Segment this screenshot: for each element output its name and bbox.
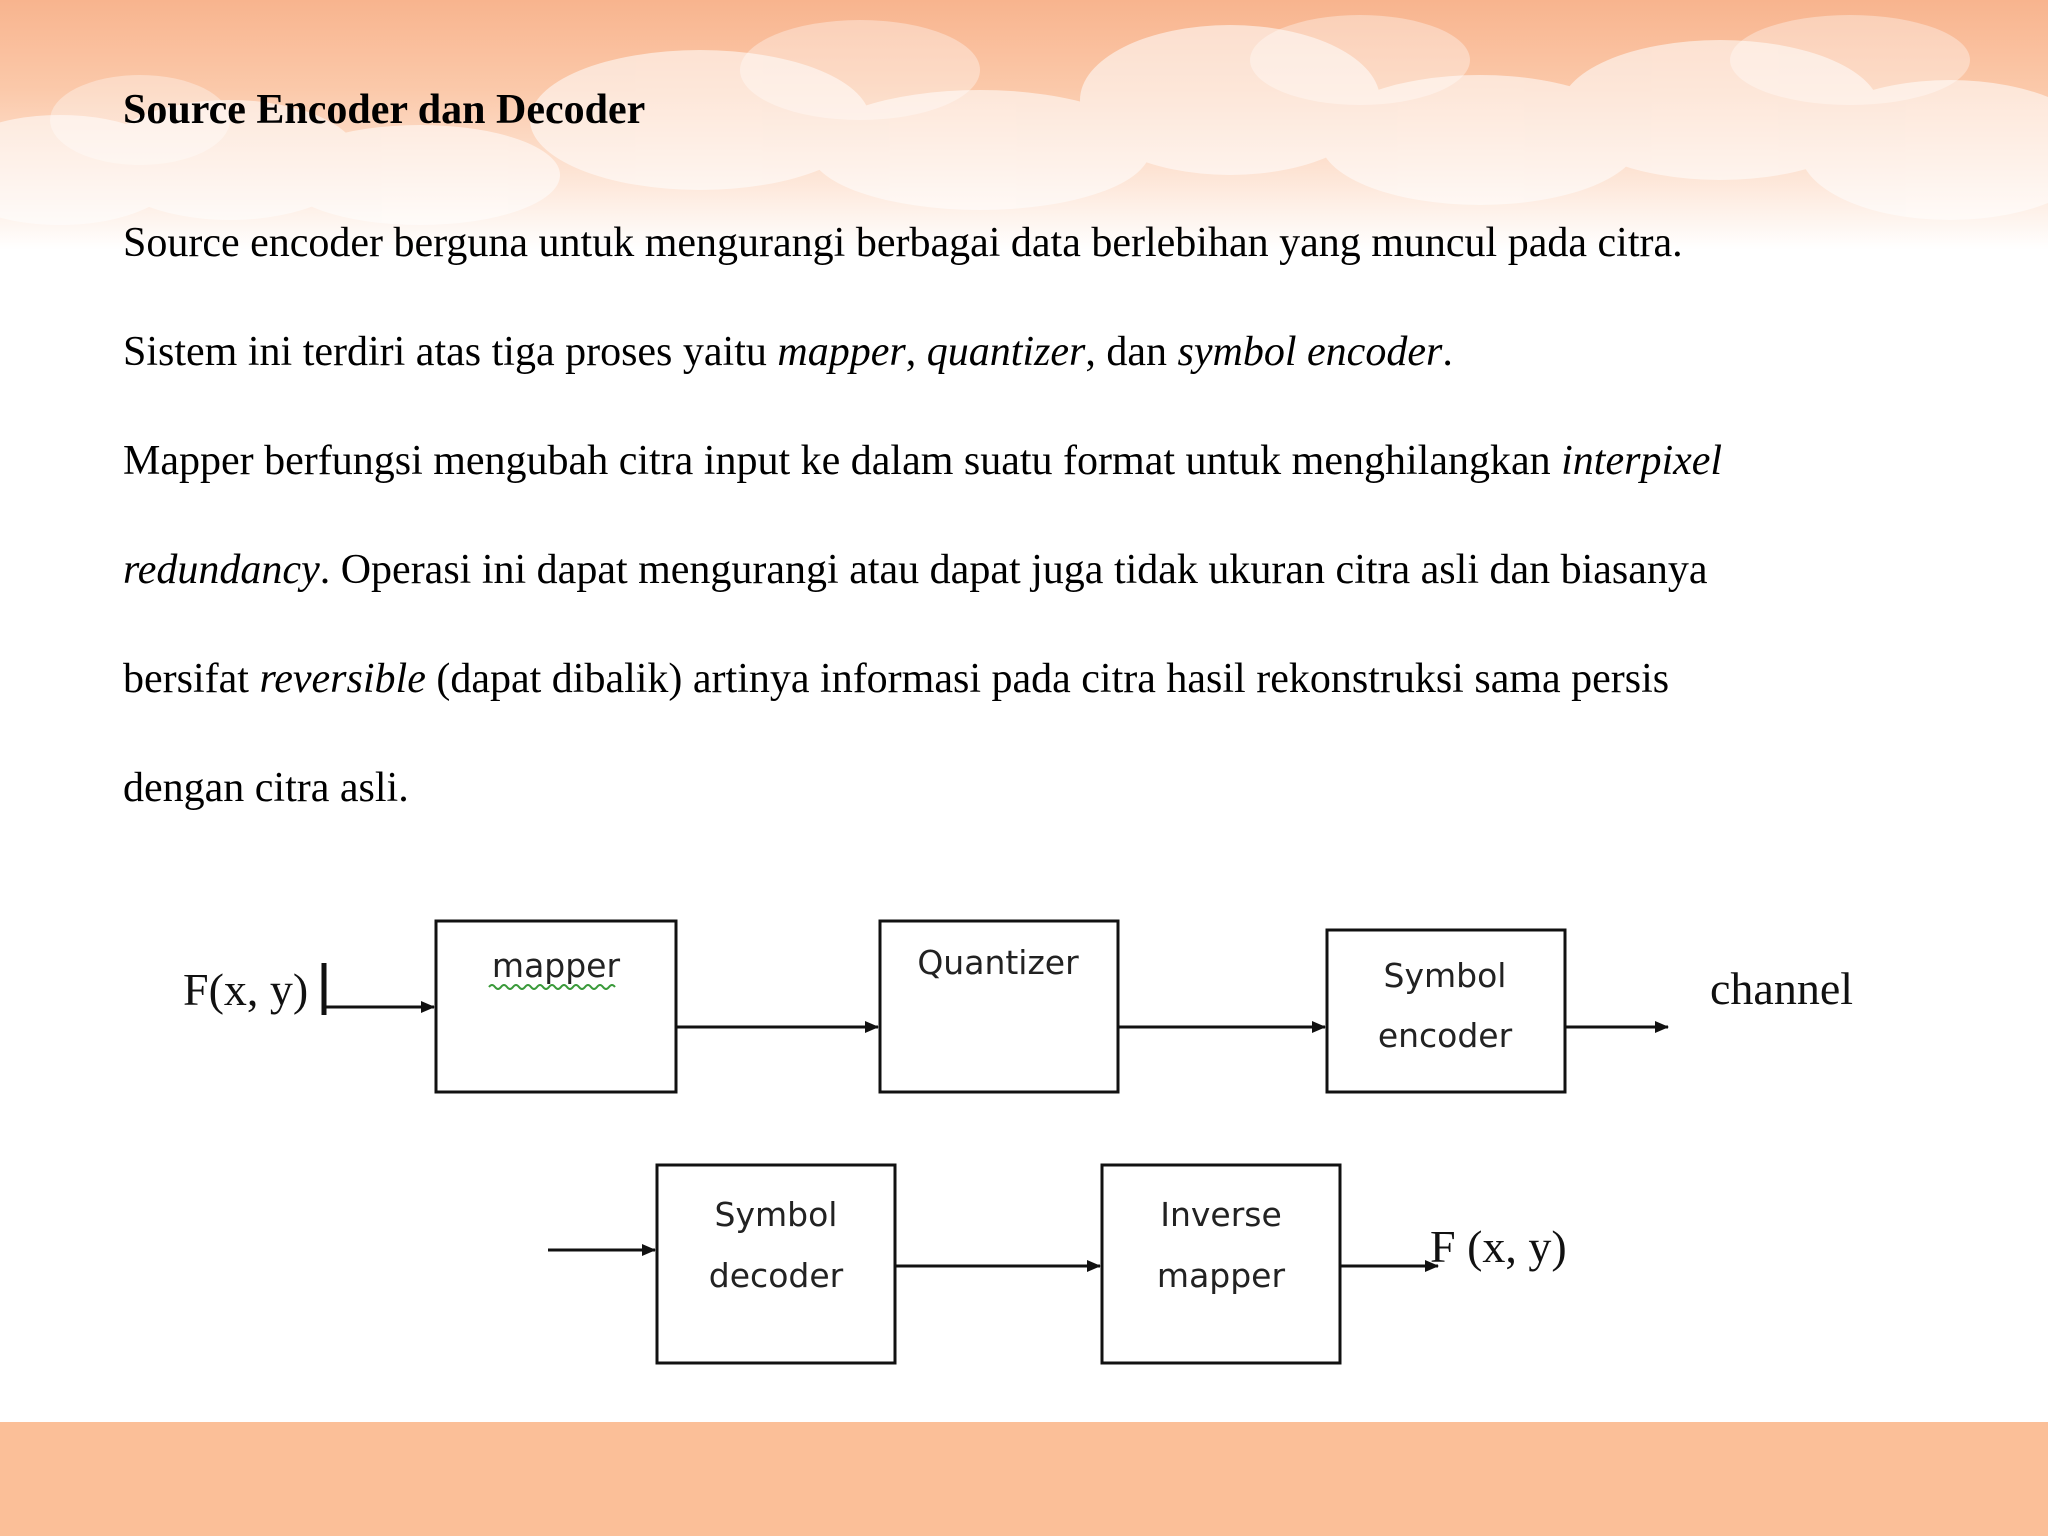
text-segment: Sistem ini terdiri atas tiga proses yaitu bbox=[123, 329, 778, 375]
symbol-encoder-label-2: encoder bbox=[1377, 1016, 1513, 1055]
body-line-6: dengan citra asli. bbox=[123, 765, 409, 811]
symbol-encoder-box bbox=[1327, 930, 1565, 1092]
input-label: F(x, y) bbox=[183, 964, 309, 1015]
quantizer-label: Quantizer bbox=[917, 943, 1079, 982]
text-segment: . bbox=[1442, 329, 1453, 375]
text-segment: bersifat bbox=[123, 656, 260, 702]
term-quantizer: quantizer bbox=[926, 329, 1086, 375]
term-mapper: mapper bbox=[777, 329, 906, 375]
term-reversible: reversible bbox=[259, 656, 426, 702]
symbol-decoder-label-2: decoder bbox=[708, 1256, 844, 1295]
body-line-1: Source encoder berguna untuk mengurangi berbagai data berlebihan yang muncul pada citra. bbox=[123, 220, 1683, 266]
text-segment: (dapat dibalik) artinya informasi pada citra hasil rekonstruksi sama persis bbox=[425, 656, 1670, 702]
text-segment: . Operasi ini dapat mengurangi atau dapat juga tidak ukuran citra asli dan biasanya bbox=[319, 547, 1708, 593]
footer-band bbox=[0, 1422, 2048, 1536]
inverse-mapper-label-2: mapper bbox=[1156, 1256, 1286, 1295]
term-interpixel: interpixel bbox=[1561, 438, 1723, 484]
slide-title: Source Encoder dan Decoder bbox=[123, 87, 646, 133]
inverse-mapper-label-1: Inverse bbox=[1160, 1195, 1282, 1234]
term-redundancy: redundancy bbox=[123, 547, 320, 593]
mapper-label: mapper bbox=[491, 946, 621, 985]
text-segment: Mapper berfungsi mengubah citra input ke dalam suatu format untuk menghilangkan bbox=[123, 438, 1562, 484]
term-symbol-encoder: symbol encoder bbox=[1177, 329, 1443, 375]
channel-label: channel bbox=[1710, 963, 1854, 1014]
symbol-encoder-label-1: Symbol bbox=[1383, 956, 1507, 995]
symbol-decoder-label-1: Symbol bbox=[714, 1195, 838, 1234]
text-segment: , dan bbox=[1085, 329, 1178, 375]
text-segment: , bbox=[905, 329, 927, 375]
output-label: F (x, y) bbox=[1430, 1221, 1567, 1272]
